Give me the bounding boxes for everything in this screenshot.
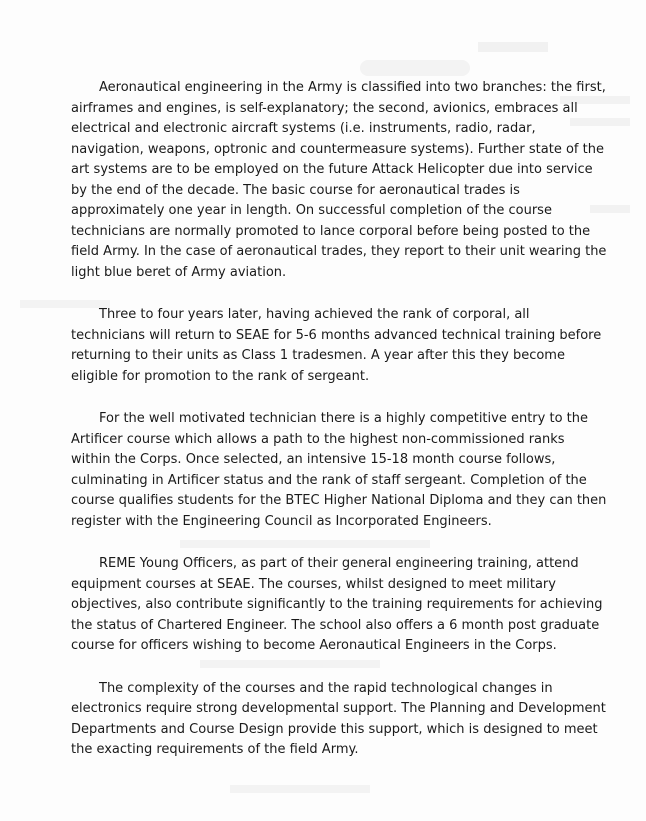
paragraph-developmental-support: The complexity of the courses and the rapid technological changes in electronics require strong developmental support. The Planning and Development Departments and Course Design provide this support, which is designed to meet the exacting requirements of the field Army. [71, 680, 606, 757]
paragraph-aeronautical-branches: Aeronautical engineering in the Army is classified into two branches: the first, airframes and engines, is self-explanatory; the second, avionics, embraces all electrical and electronic aircraft systems (i.e. instruments, radio, radar, navigation, weapons, optronic and countermeasure systems). Further state of the art systems are to be employed on the future Attack Helicopter due into service by the end of the decade. The basic course for aeronautical trades is approximately one year in length. On successful completion of the course technicians are normally promoted to lance corporal before being posted to the field Army. In the case of aeronautical trades, they report to their unit wearing the light blue beret of Army aviation. [71, 80, 607, 280]
paragraph-artificer-course: For the well motivated technician there is a highly competitive entry to the Artificer course which allows a path to the highest non-commissioned ranks within the Corps. Once selected, an intensive 15-18 month course follows, culminating in Artificer status and the rank of staff sergeant. Completion of the course qualifies students for the BTEC Higher National Diploma and they can then register with the Engineering Council as Incorporated Engineers. [71, 411, 607, 529]
paragraph-advanced-training: Three to four years later, having achieved the rank of corporal, all technicians will return to SEAE for 5-6 months advanced technical training before returning to their units as Class 1 tradesmen. A year after this they become eligible for promotion to the rank of sergeant. [71, 307, 602, 384]
body-text [71, 78, 607, 783]
paragraph-young-officers: REME Young Officers, as part of their general engineering training, attend equipment courses at SEAE. The courses, whilst designed to meet military objectives, also contribute significantly to the training requirements for achieving the status of Chartered Engineer. The school also offers a 6 month post graduate course for officers wishing to become Aeronautical Engineers in the Corps. [71, 556, 603, 653]
